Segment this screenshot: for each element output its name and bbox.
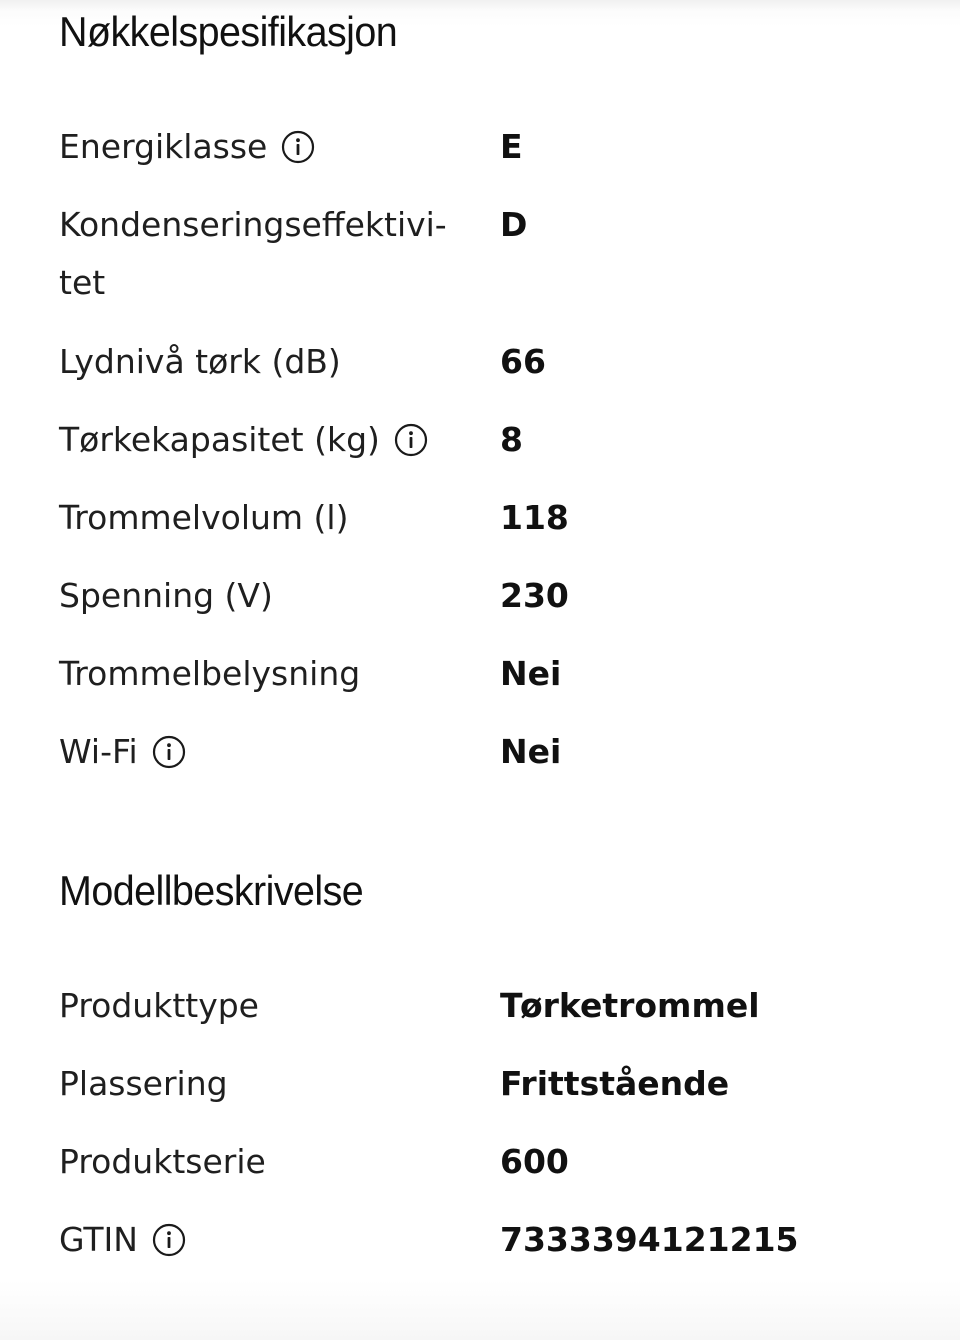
spec-row-drying-capacity: [59, 411, 909, 469]
spec-label: [59, 118, 500, 176]
spec-label-text: Produktserie: [59, 1142, 266, 1181]
spec-value: E: [500, 127, 523, 166]
spec-label: [59, 196, 500, 312]
spec-label: [59, 1055, 500, 1113]
bottom-fade: [0, 1280, 960, 1340]
spec-row-condensation-efficiency: [59, 196, 909, 312]
spec-label: [59, 977, 500, 1035]
spec-row-gtin: [59, 1211, 909, 1269]
spec-label-text: Trommelvolum (l): [59, 498, 349, 537]
spec-value: 66: [500, 342, 546, 381]
info-icon[interactable]: [152, 735, 186, 769]
spec-label: [59, 411, 500, 469]
info-icon[interactable]: [394, 423, 428, 457]
spec-value: Nei: [500, 732, 562, 771]
spec-label-text: Trommelbelysning: [59, 654, 361, 693]
spec-value: 8: [500, 420, 523, 459]
spec-label-text: Produkttype: [59, 986, 259, 1025]
key-specs-title: Nøkkelspesifikasjon: [59, 8, 398, 55]
spec-label-line-1: Kondenseringseffektivi-: [59, 205, 447, 244]
spec-row-energy-class: [59, 118, 909, 176]
info-icon[interactable]: [152, 1223, 186, 1257]
spec-label: [59, 723, 500, 781]
spec-value: 600: [500, 1142, 569, 1181]
spec-value: Tørketrommel: [500, 986, 760, 1025]
spec-row-drum-lighting: [59, 645, 909, 703]
info-icon[interactable]: [281, 130, 315, 164]
spec-label: [59, 333, 500, 391]
spec-label: [59, 645, 500, 703]
spec-label-text: Lydnivå tørk (dB): [59, 342, 341, 381]
spec-label: [59, 1211, 500, 1269]
spec-label-text: Wi-Fi: [59, 732, 138, 771]
spec-value: D: [500, 205, 528, 244]
spec-row-drum-volume: [59, 489, 909, 547]
spec-label: [59, 567, 500, 625]
spec-row-wifi: [59, 723, 909, 781]
spec-label-text: Energiklasse: [59, 127, 268, 166]
spec-row-product-series: [59, 1133, 909, 1191]
spec-label-text: Spenning (V): [59, 576, 273, 615]
spec-label: [59, 489, 500, 547]
spec-row-product-type: [59, 977, 909, 1035]
spec-label: [59, 1133, 500, 1191]
spec-value: Nei: [500, 654, 562, 693]
spec-label-text: Plassering: [59, 1064, 228, 1103]
spec-value: 230: [500, 576, 569, 615]
spec-row-voltage: [59, 567, 909, 625]
spec-label-line-2: tet: [59, 263, 106, 302]
spec-value: 7333394121215: [500, 1220, 799, 1259]
spec-row-noise-level: [59, 333, 909, 391]
spec-value: Frittstående: [500, 1064, 730, 1103]
model-description-title: Modellbeskrivelse: [59, 867, 364, 914]
spec-label-text: GTIN: [59, 1220, 138, 1259]
spec-value: 118: [500, 498, 569, 537]
spec-row-placement: [59, 1055, 909, 1113]
spec-label-text: Tørkekapasitet (kg): [59, 420, 380, 459]
